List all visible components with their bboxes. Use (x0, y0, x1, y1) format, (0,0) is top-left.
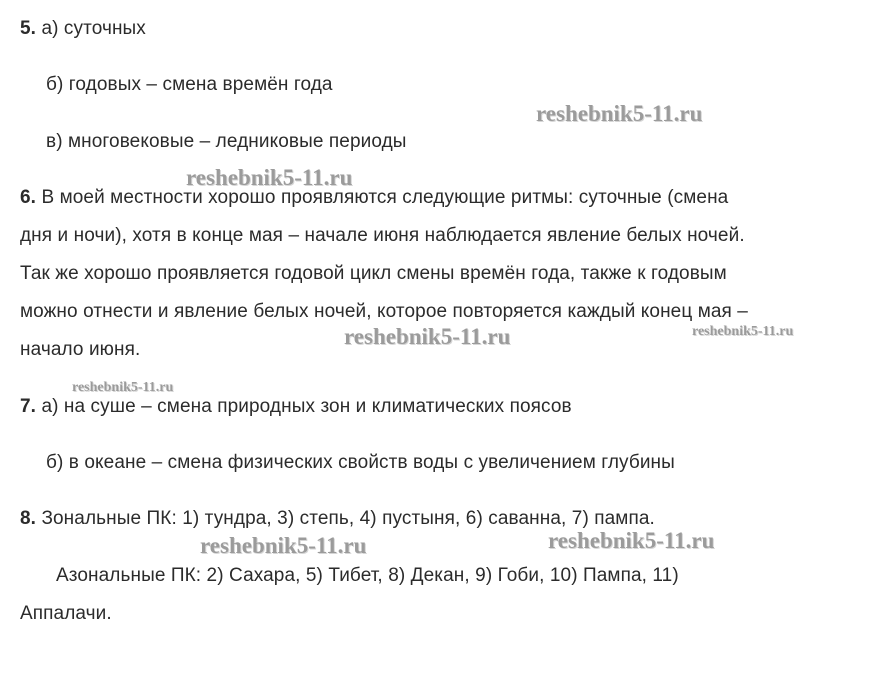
item-5-line-1 (20, 18, 146, 40)
item-6-line-1 (20, 187, 728, 209)
item-6-number: 6. (20, 187, 37, 208)
watermark: reshebnik5-11.ru (548, 528, 715, 553)
item-6-text-5: начало июня. (20, 339, 141, 360)
item-8-text-1: Зональные ПК: 1) тундра, 3) степь, 4) пустыня, 6) саванна, 7) пампа. (41, 508, 655, 529)
item-7-text-b: б) в океане – смена физических свойств воды с увеличением глубины (46, 452, 675, 473)
item-6-text-1: В моей местности хорошо проявляются следующие ритмы: суточные (смена (41, 187, 729, 208)
item-5-text-a: а) суточных (41, 18, 146, 39)
watermark: reshebnik5-11.ru (72, 380, 174, 395)
watermark: reshebnik5-11.ru (344, 324, 511, 349)
item-6-text-4: можно отнести и явление белых ночей, которое повторяется каждый конец мая – (20, 301, 748, 322)
watermark: reshebnik5-11.ru (200, 533, 367, 558)
watermark: reshebnik5-11.ru (536, 101, 703, 126)
item-8-text-3: Аппалачи. (20, 603, 112, 624)
watermark: reshebnik5-11.ru (186, 165, 353, 190)
item-5-text-b: б) годовых – смена времён года (46, 74, 333, 95)
item-8-text-2: Азональные ПК: 2) Сахара, 5) Тибет, 8) Декан, 9) Гоби, 10) Пампа, 11) (56, 565, 679, 586)
item-8-number: 8. (20, 508, 37, 529)
item-6-text-2: дня и ночи), хотя в конце мая – начале июня наблюдается явление белых ночей. (20, 225, 745, 246)
item-7-text-a: а) на суше – смена природных зон и климатических поясов (41, 396, 572, 417)
item-5-number: 5. (20, 18, 37, 39)
watermark: reshebnik5-11.ru (692, 324, 794, 339)
item-7-line-1 (20, 396, 572, 418)
item-6-text-3: Так же хорошо проявляется годовой цикл смены времён года, также к годовым (20, 263, 727, 284)
item-5-text-c: в) многовековые – ледниковые периоды (46, 131, 407, 152)
item-7-number: 7. (20, 396, 37, 417)
item-8-line-1 (20, 508, 655, 530)
